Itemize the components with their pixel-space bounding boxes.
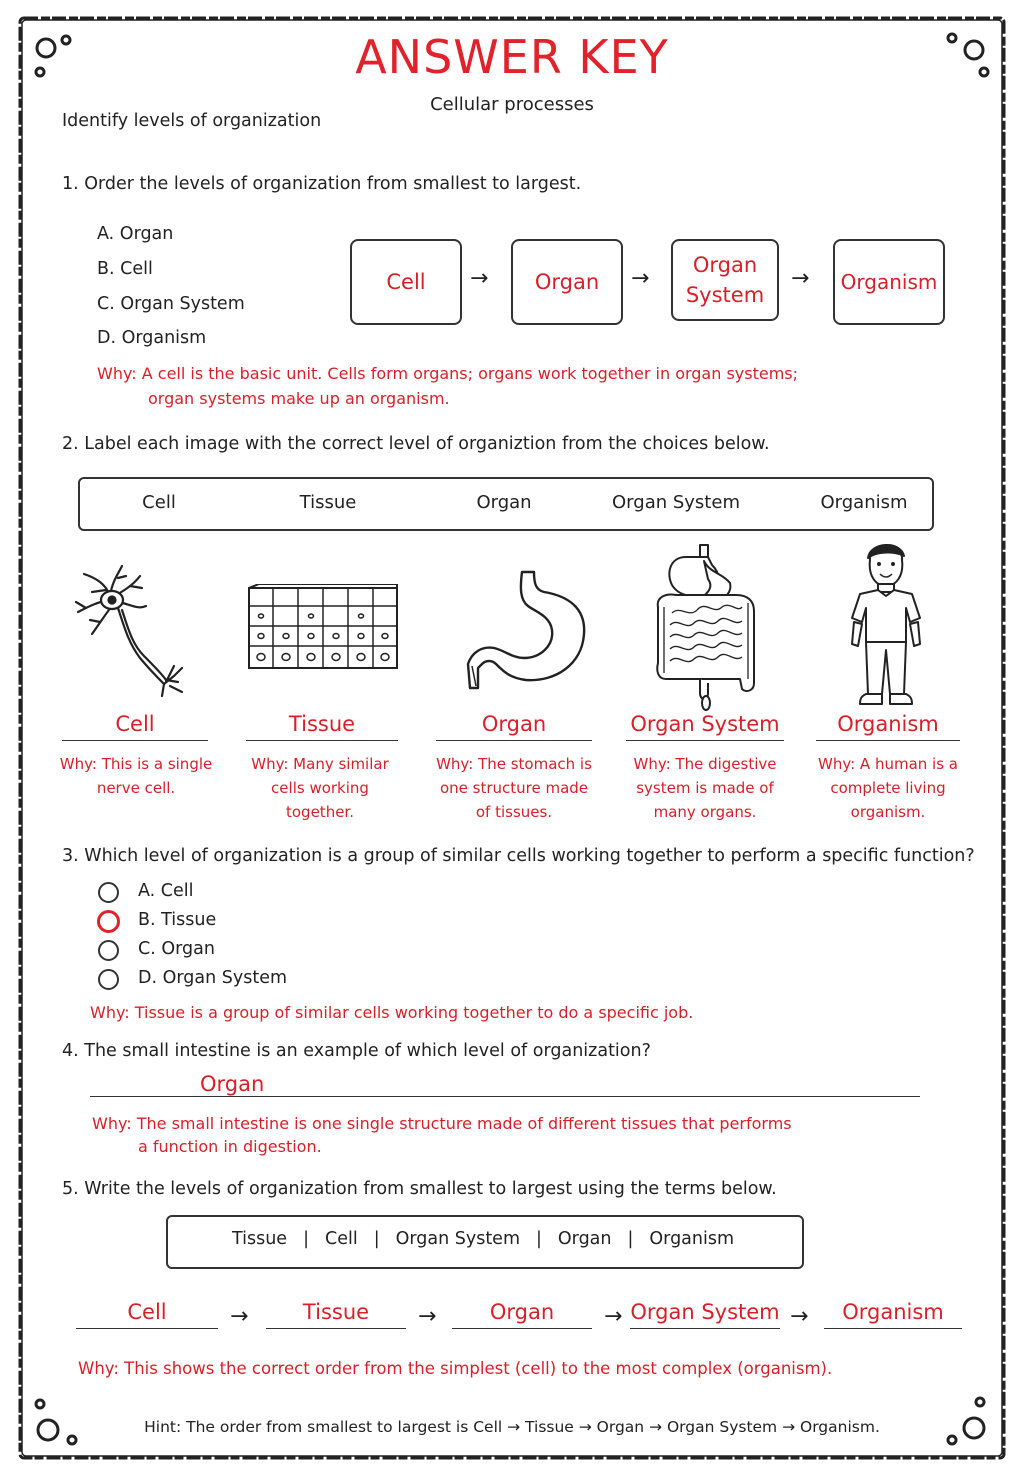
q1-flow-box-4: Organism bbox=[833, 239, 945, 325]
q5-term-separator: | bbox=[303, 1229, 309, 1249]
q5-answer-4: Organ System bbox=[630, 1300, 780, 1324]
stomach-icon bbox=[464, 568, 594, 690]
q2-why-5-line3: organism. bbox=[850, 803, 926, 821]
q2-choice-tissue: Tissue bbox=[299, 492, 357, 513]
arrow-right-icon: → bbox=[631, 266, 650, 291]
q2-why-2 bbox=[236, 752, 404, 824]
q3-radio-c[interactable] bbox=[98, 940, 119, 961]
q5-term-separator: | bbox=[627, 1229, 634, 1249]
q3-radio-d[interactable] bbox=[98, 969, 119, 990]
q2-answer-1: Cell bbox=[115, 712, 155, 736]
q2-why-2-line3: together. bbox=[286, 803, 354, 821]
q2-why-4 bbox=[620, 752, 790, 824]
q2-answer-line-1 bbox=[62, 740, 208, 741]
q2-why-2-line2: cells working bbox=[271, 779, 369, 797]
q2-why-3-line3: of tissues. bbox=[475, 803, 553, 821]
q2-choice-organism: Organism bbox=[820, 492, 908, 513]
q3-radio-b-selected[interactable] bbox=[97, 910, 120, 933]
arrow-right-icon: → bbox=[791, 266, 810, 291]
q2-choice-cell: Cell bbox=[142, 492, 176, 513]
q2-why-5-line1: Why: A human is a bbox=[817, 755, 958, 773]
q4-prompt: 4. The small intestine is an example of which level of organization? bbox=[62, 1041, 651, 1061]
q2-why-1 bbox=[50, 752, 222, 800]
q1-option-b: B. Cell bbox=[97, 259, 153, 279]
q5-answer-5: Organism bbox=[842, 1300, 944, 1324]
q5-term: Organism bbox=[649, 1229, 735, 1249]
q5-answer-1: Cell bbox=[127, 1300, 167, 1324]
q2-why-4-line3: many organs. bbox=[653, 803, 757, 821]
q3-radio-a[interactable] bbox=[98, 882, 119, 903]
q5-answer-line-5 bbox=[824, 1328, 962, 1329]
tissue-icon bbox=[246, 584, 400, 672]
q5-answer-line-1 bbox=[76, 1328, 218, 1329]
q2-choice-organ: Organ bbox=[476, 492, 532, 513]
q5-why: Why: This shows the correct order from the simplest (cell) to the most complex (organism). bbox=[78, 1359, 833, 1378]
page-subtitle: Cellular processes bbox=[430, 94, 594, 115]
q4-why-line1: Why: The small intestine is one single structure made of different tissues that performs bbox=[92, 1114, 792, 1133]
arrow-right-icon: → bbox=[418, 1304, 437, 1329]
q2-answer-line-3 bbox=[436, 740, 592, 741]
q1-option-d: D. Organism bbox=[97, 328, 207, 348]
q2-prompt: 2. Label each image with the correct level of organiztion from the choices below. bbox=[62, 434, 770, 454]
q1-why-line1: Why: A cell is the basic unit. Cells form organs; organs work together in organ systems; bbox=[97, 364, 799, 383]
q2-why-3-line1: Why: The stomach is bbox=[436, 755, 592, 773]
q3-option-d: D. Organ System bbox=[138, 968, 288, 988]
q2-answer-line-5 bbox=[816, 740, 960, 741]
q3-option-b: B. Tissue bbox=[138, 910, 217, 930]
q2-why-4-line2: system is made of bbox=[636, 779, 774, 797]
q1-flow-box-2: Organ bbox=[511, 239, 623, 325]
nerve-cell-icon bbox=[66, 556, 196, 698]
q2-answer-5: Organism bbox=[837, 712, 939, 736]
arrow-right-icon: → bbox=[470, 266, 489, 291]
arrow-right-icon: → bbox=[790, 1304, 809, 1329]
q5-answer-line-2 bbox=[266, 1328, 406, 1329]
human-icon bbox=[848, 538, 924, 710]
q2-why-5 bbox=[806, 752, 970, 824]
q2-answer-2: Tissue bbox=[288, 712, 356, 736]
q2-why-1-line1: Why: This is a single bbox=[59, 755, 213, 773]
arrow-right-icon: → bbox=[604, 1304, 623, 1329]
q1-option-c: C. Organ System bbox=[97, 294, 245, 314]
q4-why-line2: a function in digestion. bbox=[138, 1137, 322, 1156]
q2-answer-line-2 bbox=[246, 740, 398, 741]
q4-answer: Organ bbox=[200, 1072, 265, 1096]
q1-why-line2: organ systems make up an organism. bbox=[148, 389, 450, 408]
q1-flow-box-3: Organ System bbox=[671, 239, 779, 321]
q5-term: Cell bbox=[324, 1229, 358, 1249]
q1-flow-box-1: Cell bbox=[350, 239, 462, 325]
q4-answer-line bbox=[90, 1096, 920, 1097]
q2-answer-3: Organ bbox=[481, 712, 547, 736]
arrow-right-icon: → bbox=[230, 1304, 249, 1329]
q2-choice-organ-system: Organ System bbox=[612, 492, 740, 513]
digestive-system-icon bbox=[650, 543, 762, 713]
q5-answer-line-4 bbox=[630, 1328, 780, 1329]
q5-term: Tissue bbox=[231, 1229, 288, 1249]
q1-prompt: 1. Order the levels of organization from smallest to largest. bbox=[62, 174, 582, 194]
q3-option-a: A. Cell bbox=[138, 881, 194, 901]
q2-answer-4: Organ System bbox=[630, 712, 780, 736]
footer-hint: Hint: The order from smallest to largest is Cell → Tissue → Organ → Organ System → Organism. bbox=[144, 1418, 880, 1436]
q2-why-3-line2: one structure made bbox=[439, 779, 589, 797]
q5-term-separator: | bbox=[536, 1229, 542, 1249]
q2-why-5-line2: complete living bbox=[830, 779, 946, 797]
q5-term: Organ bbox=[557, 1229, 612, 1249]
q5-answer-3: Organ bbox=[489, 1300, 555, 1324]
q2-answer-line-4 bbox=[626, 740, 784, 741]
q5-terms-row bbox=[166, 1229, 800, 1249]
q5-term: Organ System bbox=[395, 1229, 520, 1249]
q2-why-3 bbox=[428, 752, 600, 824]
objective-text: Identify levels of organization bbox=[62, 111, 322, 131]
q2-why-2-line1: Why: Many similar bbox=[251, 755, 389, 773]
q1-option-a: A. Organ bbox=[97, 224, 174, 244]
q2-why-1-line2: nerve cell. bbox=[96, 779, 176, 797]
q3-option-c: C. Organ bbox=[138, 939, 215, 959]
q5-answer-line-3 bbox=[452, 1328, 592, 1329]
q2-why-4-line1: Why: The digestive bbox=[633, 755, 777, 773]
q5-prompt: 5. Write the levels of organization from smallest to largest using the terms below. bbox=[62, 1179, 777, 1199]
q5-answer-2: Tissue bbox=[302, 1300, 370, 1324]
page-title: ANSWER KEY bbox=[355, 30, 669, 84]
q3-prompt: 3. Which level of organization is a group of similar cells working together to perform a specific function? bbox=[62, 846, 975, 866]
q5-term-separator: | bbox=[373, 1229, 380, 1249]
q3-why: Why: Tissue is a group of similar cells working together to do a specific job. bbox=[90, 1003, 694, 1022]
